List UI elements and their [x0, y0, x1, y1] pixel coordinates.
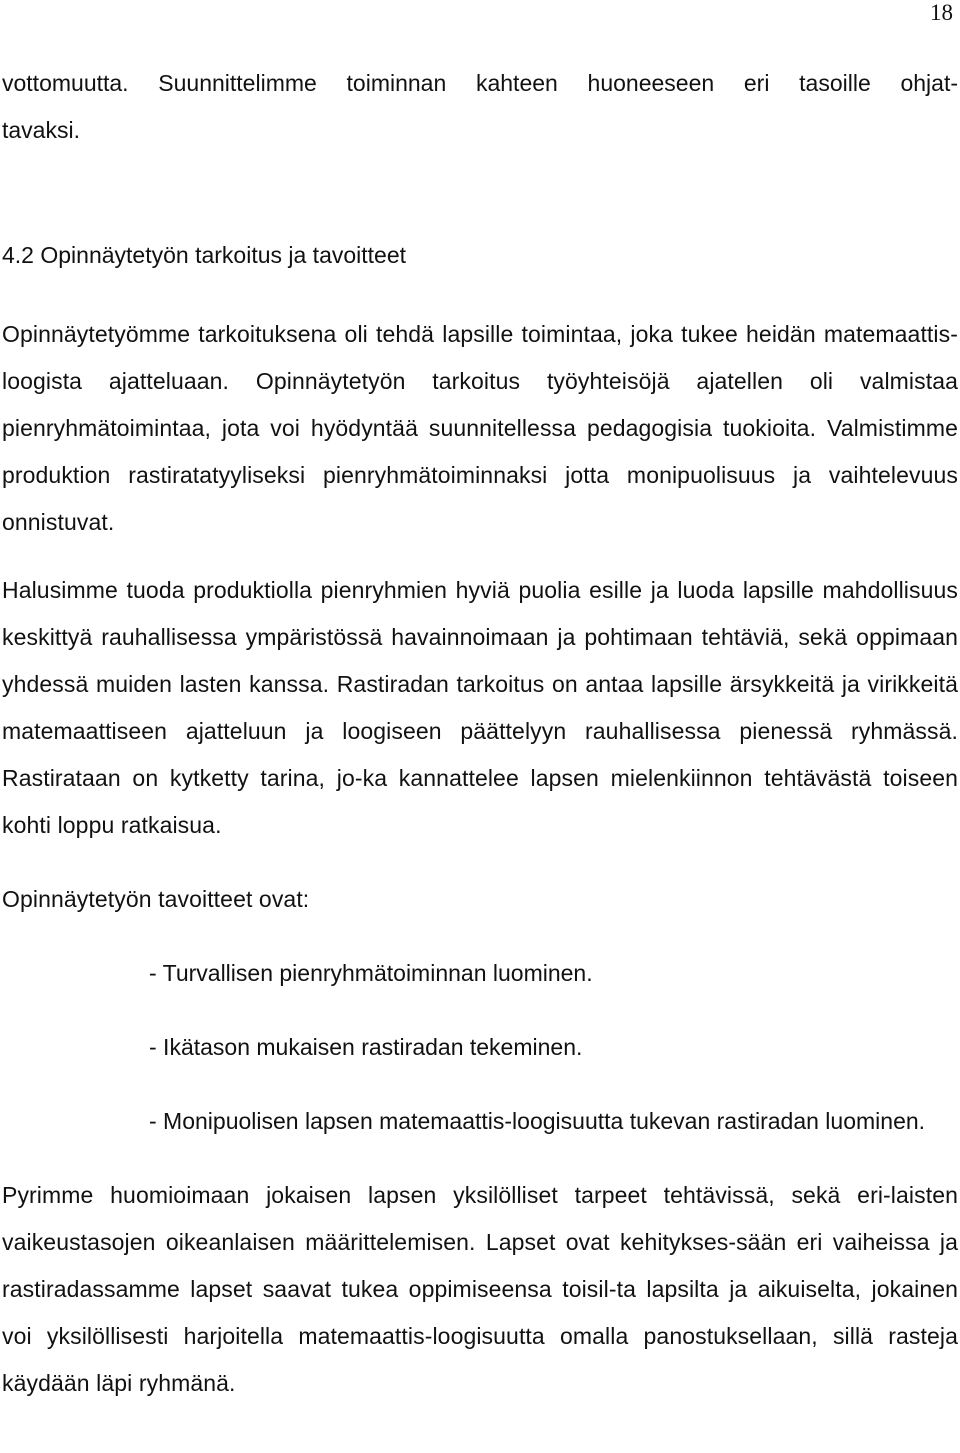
goal-item-text: - Monipuolisen lapsen matemaattis-loogisuutta tukevan rastiradan luominen.: [149, 1108, 926, 1134]
document-body: [2, 60, 958, 1407]
section-heading: 4.2 Opinnäytetyön tarkoitus ja tavoitteet: [2, 242, 407, 268]
page-number: 18: [930, 0, 953, 25]
intro-paragraph: [2, 60, 958, 154]
paragraph-purpose: Opinnäytetyömme tarkoituksena oli tehdä lapsille toimintaa, joka tukee heidän matemaattis-loogista ajatteluaan. Opinnäytetyön tarkoitus työyhteisöjä ajatellen oli valmistaa pienryhmätoimintaa, jota voi hyödyntää suunnitellessa pedagogisia tuokioita. Valmistimme produktion rastiratatyyliseksi pienryhmätoiminnaksi jotta monipuolisuus ja vaihtelevuus onnistuvat.: [2, 321, 958, 535]
paragraph-small-groups: Halusimme tuoda produktiolla pienryhmien hyviä puolia esille ja luoda lapsille mahdollisuus keskittyä rauhallisessa ympäristössä havainnoimaan ja pohtimaan tehtäviä, sekä oppimaan yhdessä muiden lasten kanssa. Rastiradan tarkoitus on antaa lapsille ärsykkeitä ja virikkeitä matemaattiseen ajatteluun ja loogiseen päättelyyn rauhallisessa pienessä ryhmässä. Rastirataan on kytketty tarina, jo-ka kannattelee lapsen mielenkiinnon tehtävästä toiseen kohti loppu ratkaisua.: [2, 577, 958, 838]
goals-intro: Opinnäytetyön tavoitteet ovat:: [2, 886, 310, 912]
goal-item: [149, 1098, 958, 1145]
goals-list: [2, 950, 958, 1145]
goal-item: - Ikätason mukaisen rastiradan tekeminen.: [149, 1034, 583, 1060]
intro-line-1: vottomuutta. Suunnittelimme toiminnan kahteen huoneeseen eri tasoille ohjat-: [2, 70, 958, 96]
goal-item: - Turvallisen pienryhmätoiminnan luominen.: [149, 960, 593, 986]
intro-line-2: tavaksi.: [2, 117, 80, 143]
paragraph-individual-needs: Pyrimme huomioimaan jokaisen lapsen yksilölliset tarpeet tehtävissä, sekä eri-laisten vaikeustasojen oikeanlaisen määrittelemisen. Lapset ovat kehitykses-sään eri vaiheissa ja rastiradassamme lapset saavat tukea oppimiseensa toisil-ta lapsilta ja aikuiselta, jokainen voi yksilöllisesti harjoitella matemaattis-loogisuutta omalla panostuksellaan, sillä rasteja käydään läpi ryhmänä.: [2, 1182, 958, 1396]
